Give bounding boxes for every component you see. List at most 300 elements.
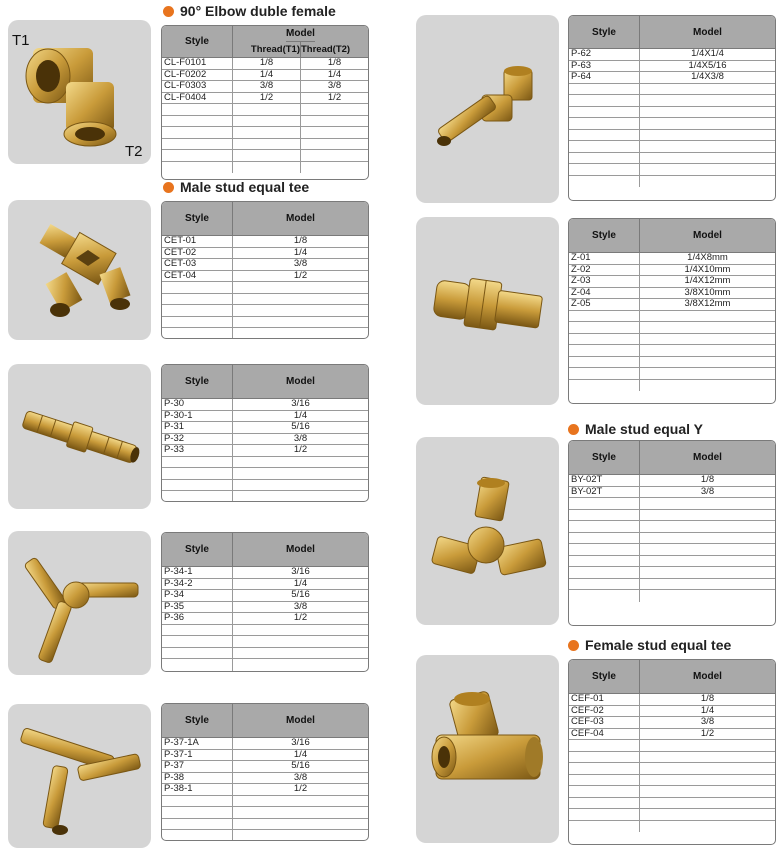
table-row xyxy=(569,706,775,718)
cell-model: 1/4X10mm xyxy=(684,264,731,275)
tee-fitting-icon xyxy=(8,200,151,340)
cell-model: 1/4X5/16 xyxy=(688,60,727,71)
cell-model xyxy=(640,357,775,368)
cell-style: P-34-1 xyxy=(162,567,233,578)
cell-style: CL-F0101 xyxy=(162,58,233,69)
cell-style: P-33 xyxy=(162,445,233,456)
cell-style xyxy=(162,294,233,305)
cell-model: 1/4 xyxy=(293,410,308,421)
cell-model xyxy=(640,510,775,521)
cell-model xyxy=(233,150,301,161)
table-row xyxy=(569,590,775,602)
table-row xyxy=(162,93,368,105)
table-row xyxy=(569,130,775,142)
cell-style: CL-F0404 xyxy=(162,93,233,104)
col-model: Model xyxy=(286,213,315,224)
cell-style xyxy=(569,311,640,322)
cell-model: 1/2 xyxy=(327,92,342,103)
coupling-icon xyxy=(416,217,559,405)
cell-style xyxy=(569,153,640,164)
cell-style: CEF-03 xyxy=(569,717,640,728)
table-row xyxy=(162,579,368,591)
cell-model: 3/8X12mm xyxy=(684,299,731,309)
cell-model xyxy=(301,139,368,150)
bullet-icon xyxy=(163,6,174,17)
cell-model xyxy=(640,556,775,567)
table-row xyxy=(569,740,775,752)
cell-model: 3/8 xyxy=(233,81,301,92)
table-row xyxy=(162,636,368,648)
table-row xyxy=(162,648,368,660)
cell-model xyxy=(640,544,775,555)
col-thread-t1: Thread(T1) xyxy=(250,44,300,55)
cell-model: 3/8 xyxy=(327,81,342,91)
cell-model xyxy=(640,141,775,152)
table-row xyxy=(162,58,368,70)
cell-style: CEF-02 xyxy=(569,706,640,717)
cell-style: P-32 xyxy=(162,434,233,445)
cell-model xyxy=(640,521,775,532)
table-row xyxy=(569,510,775,522)
elbow-barb-icon xyxy=(416,15,559,203)
y-barb-icon xyxy=(8,531,151,675)
cell-style: CL-F0303 xyxy=(162,81,233,92)
product-photo-y-barb xyxy=(8,531,151,675)
cell-style: Z-05 xyxy=(569,299,640,310)
table-row xyxy=(569,357,775,369)
cell-model: 1/4 xyxy=(233,70,301,81)
cell-model xyxy=(233,457,368,468)
col-model: Model xyxy=(286,715,315,726)
cell-model xyxy=(640,763,775,774)
cell-model: 3/8 xyxy=(700,717,715,727)
product-photo-tee-barb xyxy=(8,704,151,848)
product-photo-elbow-barb xyxy=(416,15,559,203)
cell-style xyxy=(569,775,640,786)
table-row xyxy=(162,480,368,492)
table-row xyxy=(162,411,368,423)
table-row xyxy=(569,345,775,357)
table-row xyxy=(162,602,368,614)
spec-table-z01 xyxy=(568,218,776,404)
cell-model xyxy=(233,480,368,491)
col-model: Model xyxy=(693,26,722,38)
cell-style xyxy=(569,567,640,578)
cell-style xyxy=(569,380,640,392)
table-row xyxy=(162,248,368,260)
cell-style xyxy=(569,84,640,95)
cell-model xyxy=(233,282,368,293)
table-row xyxy=(569,717,775,729)
cell-model xyxy=(233,636,368,647)
cell-style xyxy=(569,95,640,106)
table-row xyxy=(162,116,368,128)
cell-style xyxy=(569,590,640,602)
cell-style: CEF-04 xyxy=(569,729,640,740)
cell-model xyxy=(640,533,775,544)
table-row xyxy=(569,821,775,833)
cell-style xyxy=(162,796,233,807)
heading-male-stud-equal-y: Male stud equal Y xyxy=(568,421,703,437)
cell-model xyxy=(640,118,775,129)
cell-model: 1/4 xyxy=(293,578,308,589)
cell-style xyxy=(162,139,233,150)
table-row xyxy=(162,613,368,625)
cell-style xyxy=(162,162,233,174)
cell-model xyxy=(233,294,368,305)
cell-model: 1/4X1/4 xyxy=(691,49,724,59)
cell-model xyxy=(233,807,368,818)
cell-style xyxy=(569,740,640,751)
cell-style xyxy=(162,830,233,841)
cell-style: BY-02T xyxy=(569,487,640,498)
cell-model xyxy=(301,127,368,138)
table-row xyxy=(569,334,775,346)
table-row xyxy=(162,807,368,819)
cell-model: 1/2 xyxy=(293,270,308,281)
col-style: Style xyxy=(569,441,640,474)
cell-style xyxy=(569,368,640,379)
product-photo-male-tee xyxy=(8,200,151,340)
cell-model: 1/2 xyxy=(700,728,715,739)
table-row xyxy=(162,259,368,271)
cell-style xyxy=(569,533,640,544)
cell-model xyxy=(640,798,775,809)
cell-style: CL-F0202 xyxy=(162,70,233,81)
female-tee-icon xyxy=(416,655,559,843)
cell-style: Z-02 xyxy=(569,265,640,276)
bullet-icon xyxy=(163,182,174,193)
cell-model xyxy=(233,830,368,841)
table-row xyxy=(569,579,775,591)
product-photo-straight-barb xyxy=(8,364,151,509)
table-row xyxy=(569,798,775,810)
cell-model xyxy=(640,498,775,509)
cell-model: 3/8 xyxy=(293,601,308,612)
cell-model xyxy=(301,116,368,127)
cell-model: 1/8 xyxy=(293,236,308,246)
cell-model: 1/2 xyxy=(293,445,308,455)
cell-style: P-38 xyxy=(162,773,233,784)
cell-style xyxy=(569,809,640,820)
bullet-icon xyxy=(568,424,579,435)
cell-model xyxy=(233,796,368,807)
table-row xyxy=(569,253,775,265)
table-row xyxy=(569,775,775,787)
cell-model: 3/8 xyxy=(293,772,308,783)
cell-model: 1/8 xyxy=(327,58,342,68)
table-row xyxy=(569,368,775,380)
col-model: Model xyxy=(693,671,722,682)
table-row xyxy=(569,164,775,176)
table-row xyxy=(162,104,368,116)
table-row xyxy=(162,317,368,329)
cell-style: P-63 xyxy=(569,61,640,72)
cell-model xyxy=(301,150,368,161)
cell-model: 1/4X12mm xyxy=(684,276,731,286)
cell-model xyxy=(301,104,368,115)
cell-model xyxy=(233,625,368,636)
table-row xyxy=(569,118,775,130)
cell-style xyxy=(569,763,640,774)
cell-style xyxy=(569,498,640,509)
cell-style: P-37 xyxy=(162,761,233,772)
table-row xyxy=(569,533,775,545)
cell-model xyxy=(233,317,368,328)
table-row xyxy=(569,95,775,107)
table-row xyxy=(569,49,775,61)
cell-style xyxy=(569,357,640,368)
cell-style xyxy=(569,544,640,555)
table-row xyxy=(162,422,368,434)
table-row xyxy=(162,150,368,162)
cell-style xyxy=(162,127,233,138)
cell-style xyxy=(162,636,233,647)
cell-style xyxy=(162,648,233,659)
cell-style xyxy=(162,491,233,502)
label-t1: T1 xyxy=(12,32,30,49)
cell-model xyxy=(640,380,775,392)
cell-model xyxy=(233,328,368,339)
spec-table-by02t xyxy=(568,440,776,626)
table-row xyxy=(162,70,368,82)
cell-style xyxy=(569,130,640,141)
cell-model xyxy=(640,95,775,106)
cell-style xyxy=(162,819,233,830)
table-row xyxy=(162,773,368,785)
table-row xyxy=(162,139,368,151)
table-row xyxy=(162,457,368,469)
col-model: Model xyxy=(286,376,315,387)
table-row xyxy=(569,72,775,84)
spec-table-p37 xyxy=(161,703,369,841)
col-style: Style xyxy=(162,533,233,566)
table-row xyxy=(569,141,775,153)
cell-style xyxy=(569,322,640,333)
table-row xyxy=(569,322,775,334)
cell-model xyxy=(233,648,368,659)
cell-style: P-30 xyxy=(162,399,233,410)
table-row xyxy=(569,299,775,311)
cell-style: CET-02 xyxy=(162,248,233,259)
cell-model: 1/4X8mm xyxy=(687,253,728,263)
cell-style: P-30-1 xyxy=(162,411,233,422)
cell-model: 1/8 xyxy=(700,694,715,704)
col-style: Style xyxy=(569,219,640,252)
cell-model: 3/8 xyxy=(293,433,308,444)
straight-barb-icon xyxy=(8,364,151,509)
cell-style xyxy=(569,345,640,356)
table-row xyxy=(569,61,775,73)
cell-style xyxy=(569,176,640,188)
cell-model xyxy=(640,164,775,175)
table-row xyxy=(569,487,775,499)
cell-style xyxy=(162,116,233,127)
cell-model xyxy=(233,305,368,316)
table-row xyxy=(162,761,368,773)
cell-style: BY-02T xyxy=(569,475,640,486)
cell-style xyxy=(162,468,233,479)
cell-model xyxy=(233,127,301,138)
table-row xyxy=(162,738,368,750)
cell-model: 1/2 xyxy=(293,613,308,623)
table-row xyxy=(569,556,775,568)
cell-model xyxy=(233,819,368,830)
cell-style: P-37-1 xyxy=(162,750,233,761)
cell-model xyxy=(640,153,775,164)
cell-style: P-36 xyxy=(162,613,233,624)
table-row xyxy=(569,153,775,165)
table-row xyxy=(569,763,775,775)
cell-style xyxy=(162,659,233,671)
cell-style xyxy=(162,305,233,316)
spec-table-p30 xyxy=(161,364,369,502)
table-row xyxy=(162,830,368,841)
cell-model xyxy=(640,322,775,333)
cell-model xyxy=(640,809,775,820)
cell-style: P-34-2 xyxy=(162,579,233,590)
cell-style xyxy=(569,521,640,532)
heading-male-stud-equal-tee: Male stud equal tee xyxy=(163,179,309,195)
cell-model: 1/4 xyxy=(293,247,308,258)
cell-model xyxy=(233,162,301,174)
table-row xyxy=(569,311,775,323)
cell-style xyxy=(569,752,640,763)
table-row xyxy=(162,236,368,248)
cell-style: CEF-01 xyxy=(569,694,640,705)
table-row xyxy=(162,399,368,411)
table-row xyxy=(162,659,368,671)
spec-table-p34 xyxy=(161,532,369,672)
cell-model: 1/2 xyxy=(293,784,308,794)
table-row xyxy=(162,750,368,762)
col-model: Model xyxy=(693,452,722,463)
cell-style: P-64 xyxy=(569,72,640,83)
cell-style xyxy=(162,328,233,339)
table-row xyxy=(569,265,775,277)
spec-table-elbow xyxy=(161,25,369,180)
table-row xyxy=(162,445,368,457)
cell-style: Z-01 xyxy=(569,253,640,264)
cell-model xyxy=(640,368,775,379)
cell-style xyxy=(569,510,640,521)
cell-style: P-34 xyxy=(162,590,233,601)
cell-model xyxy=(640,775,775,786)
table-row xyxy=(162,491,368,502)
cell-style xyxy=(162,150,233,161)
spec-table-cef01 xyxy=(568,659,776,845)
table-row xyxy=(162,81,368,93)
table-row xyxy=(162,625,368,637)
cell-style xyxy=(569,107,640,118)
cell-model: 1/4 xyxy=(293,749,308,760)
cell-style xyxy=(162,104,233,115)
cell-model xyxy=(640,579,775,590)
spec-table-p62 xyxy=(568,15,776,201)
cell-style xyxy=(569,334,640,345)
cell-style xyxy=(569,821,640,833)
cell-style: CET-04 xyxy=(162,271,233,282)
cell-model xyxy=(640,752,775,763)
cell-style xyxy=(162,317,233,328)
table-row xyxy=(569,288,775,300)
col-style: Style xyxy=(569,660,640,693)
col-model: Model xyxy=(693,230,722,241)
table-row xyxy=(569,107,775,119)
cell-style xyxy=(162,282,233,293)
cell-style: P-62 xyxy=(569,49,640,60)
table-row xyxy=(162,271,368,283)
col-thread-t2: Thread(T2) xyxy=(301,44,351,55)
cell-style xyxy=(569,118,640,129)
col-style: Style xyxy=(162,704,233,737)
cell-model xyxy=(233,116,301,127)
cell-model: 3/16 xyxy=(291,399,310,409)
product-photo-male-y xyxy=(416,437,559,625)
cell-style xyxy=(569,798,640,809)
table-row xyxy=(569,567,775,579)
y-fitting-icon xyxy=(416,437,559,625)
cell-style xyxy=(569,579,640,590)
cell-model xyxy=(640,334,775,345)
cell-model: 3/8 xyxy=(293,259,308,269)
table-row xyxy=(162,282,368,294)
table-row xyxy=(162,590,368,602)
cell-style xyxy=(162,807,233,818)
cell-model: 3/16 xyxy=(291,738,310,748)
cell-style xyxy=(162,457,233,468)
table-row xyxy=(569,694,775,706)
table-row xyxy=(162,567,368,579)
product-photo-coupling xyxy=(416,217,559,405)
table-row xyxy=(569,521,775,533)
cell-model xyxy=(640,311,775,322)
cell-model xyxy=(233,491,368,502)
cell-style: P-31 xyxy=(162,422,233,433)
cell-model: 5/16 xyxy=(291,761,310,771)
cell-style xyxy=(569,141,640,152)
cell-style xyxy=(569,556,640,567)
cell-model xyxy=(233,139,301,150)
cell-model xyxy=(640,740,775,751)
cell-model: 3/16 xyxy=(291,567,310,577)
table-row xyxy=(162,294,368,306)
table-row xyxy=(569,380,775,392)
bullet-icon xyxy=(568,640,579,651)
cell-style xyxy=(162,480,233,491)
cell-model xyxy=(640,84,775,95)
table-row xyxy=(162,784,368,796)
cell-model xyxy=(640,345,775,356)
cell-style: Z-03 xyxy=(569,276,640,287)
cell-style: P-38-1 xyxy=(162,784,233,795)
heading-elbow-duble-female: 90° Elbow duble female xyxy=(163,3,336,19)
table-row xyxy=(162,468,368,480)
cell-model: 3/8X10mm xyxy=(684,287,731,298)
cell-style xyxy=(162,625,233,636)
cell-style: P-35 xyxy=(162,602,233,613)
table-row xyxy=(569,729,775,741)
table-row xyxy=(569,544,775,556)
table-row xyxy=(162,434,368,446)
spec-table-male-tee xyxy=(161,201,369,339)
col-style: Style xyxy=(569,16,640,48)
col-model: Model xyxy=(286,26,315,42)
table-row xyxy=(162,328,368,339)
cell-model xyxy=(233,104,301,115)
cell-style: P-37-1A xyxy=(162,738,233,749)
tee-barb-icon xyxy=(8,704,151,848)
